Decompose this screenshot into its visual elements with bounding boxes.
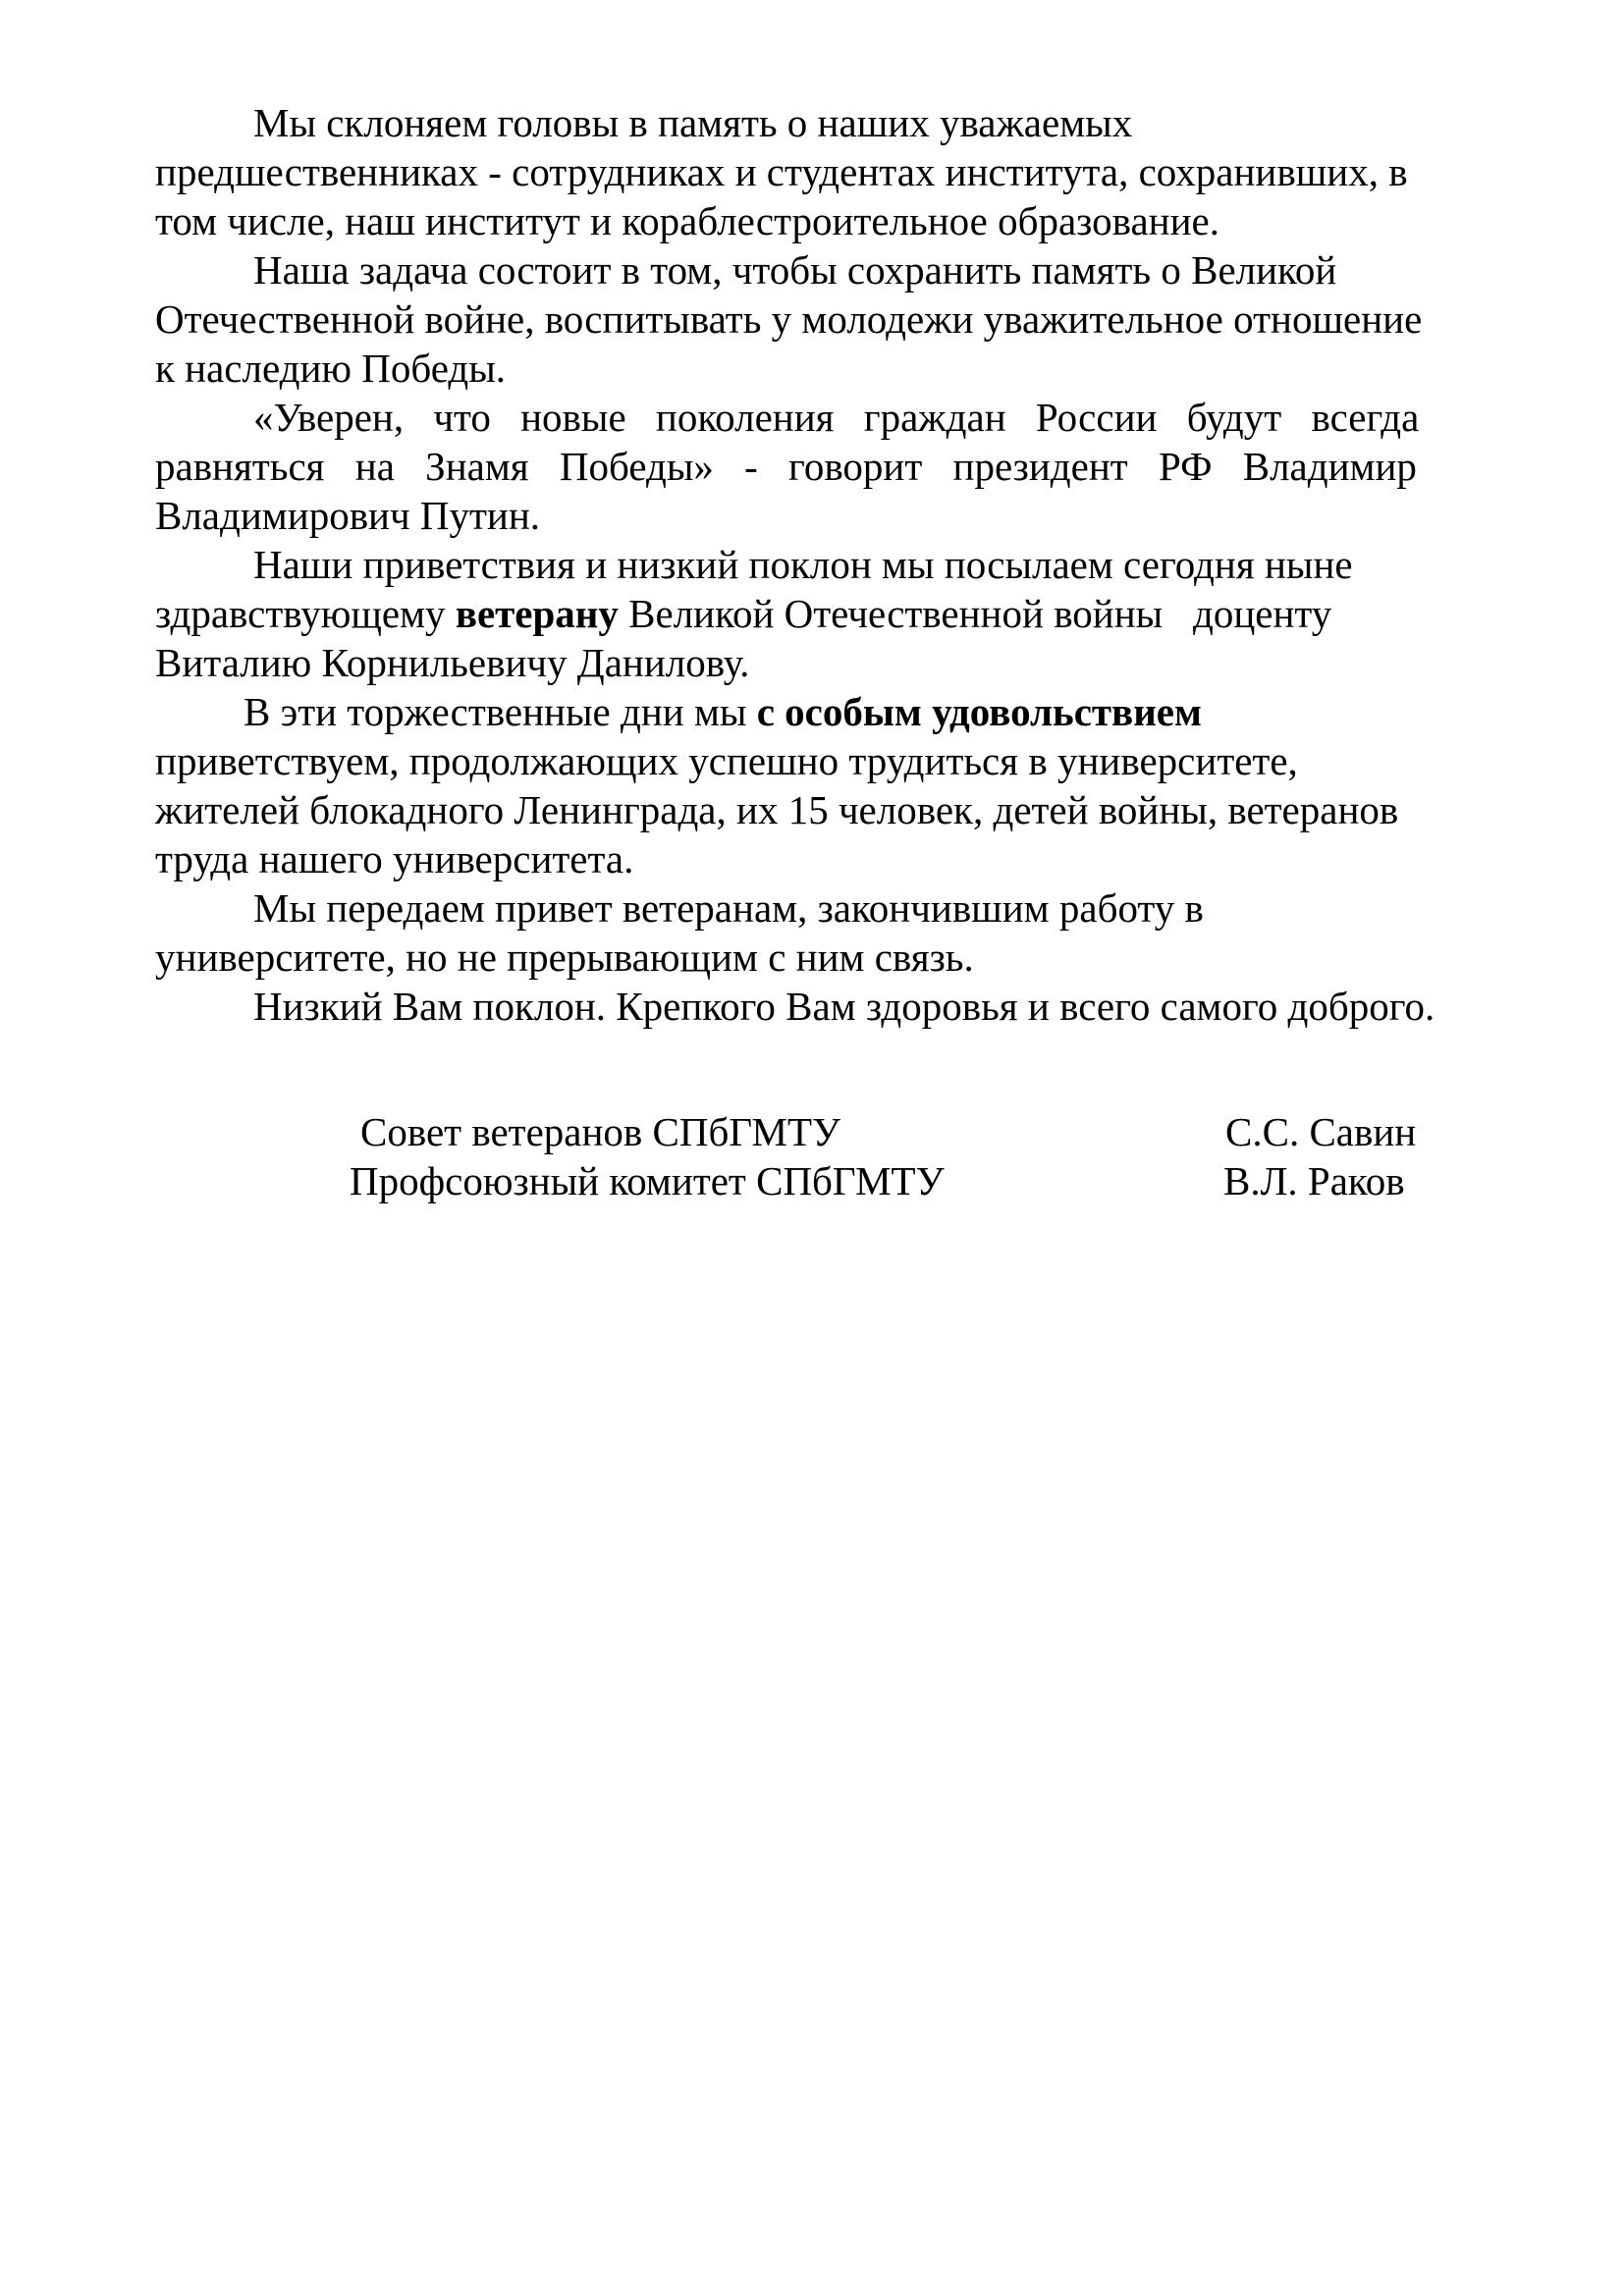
paragraph-line: Виталию Корнильевичу Данилову. xyxy=(155,640,750,685)
paragraph-greeting-veteran xyxy=(155,540,1549,687)
paragraph-line: Низкий Вам поклон. Крепкого Вам здоровья и всего самого доброго. xyxy=(253,984,1435,1029)
paragraph-greeting-workers xyxy=(155,687,1549,883)
paragraph-memory xyxy=(155,98,1549,245)
paragraph-line: равняться на Знамя Победы» - говорит президент РФ Владимир xyxy=(155,444,1417,489)
paragraph-line: предшественниках - сотрудниках и студентах института, сохранивших, в xyxy=(155,149,1408,194)
paragraph-line: приветствуем, продолжающих успешно трудиться в университете, xyxy=(155,738,1298,783)
paragraph-line: труда нашего университета. xyxy=(155,836,634,881)
paragraph-line: Наши приветствия и низкий поклон мы посылаем сегодня ныне xyxy=(253,542,1353,587)
paragraph-retired-veterans xyxy=(155,883,1549,982)
signature-person: С.С. Савин xyxy=(1225,1109,1417,1154)
paragraph-line: университете, но не прерывающим с ним связь. xyxy=(155,934,974,980)
signature-organization: Профсоюзный комитет СПбГМТУ xyxy=(350,1158,945,1203)
paragraph-line: Наша задача состоит в том, чтобы сохранить память о Великой xyxy=(253,247,1337,293)
paragraph-line xyxy=(155,589,1549,638)
paragraph-line: том числе, наш институт и кораблестроительное образование. xyxy=(155,198,1219,243)
signature-row xyxy=(0,1156,1624,1205)
paragraph-line: Владимирович Путин. xyxy=(155,493,541,538)
paragraph-line xyxy=(155,687,1549,736)
paragraph-line: Мы склоняем головы в память о наших уважаемых xyxy=(253,100,1133,145)
signature-row xyxy=(0,1107,1624,1156)
paragraph-line: Отечественной войне, воспитывать у молодежи уважительное отношение xyxy=(155,296,1423,342)
paragraph-task xyxy=(155,245,1549,393)
text-run: здравствующему xyxy=(155,591,456,636)
signature-organization: Совет ветеранов СПбГМТУ xyxy=(360,1109,841,1154)
text-run: В эти торжественные дни мы xyxy=(244,689,757,734)
paragraph-line: «Уверен, что новые поколения граждан России будут всегда xyxy=(253,395,1420,440)
paragraph-line: к наследию Победы. xyxy=(155,346,507,391)
paragraph-closing xyxy=(155,982,1549,1031)
paragraph-line: Мы передаем привет ветеранам, закончившим работу в xyxy=(253,885,1204,931)
paragraph-line: жителей блокадного Ленинграда, их 15 человек, детей войны, ветеранов xyxy=(155,787,1399,832)
bold-text-veteran: ветерану xyxy=(455,591,619,636)
paragraph-quote xyxy=(155,393,1549,540)
text-run: Великой Отечественной войны доценту xyxy=(618,591,1332,636)
letter-body xyxy=(155,98,1549,1031)
signature-block xyxy=(0,1107,1624,1205)
bold-text-pleasure: с особым удовольствием xyxy=(756,689,1202,734)
signature-person: В.Л. Раков xyxy=(1223,1158,1405,1203)
